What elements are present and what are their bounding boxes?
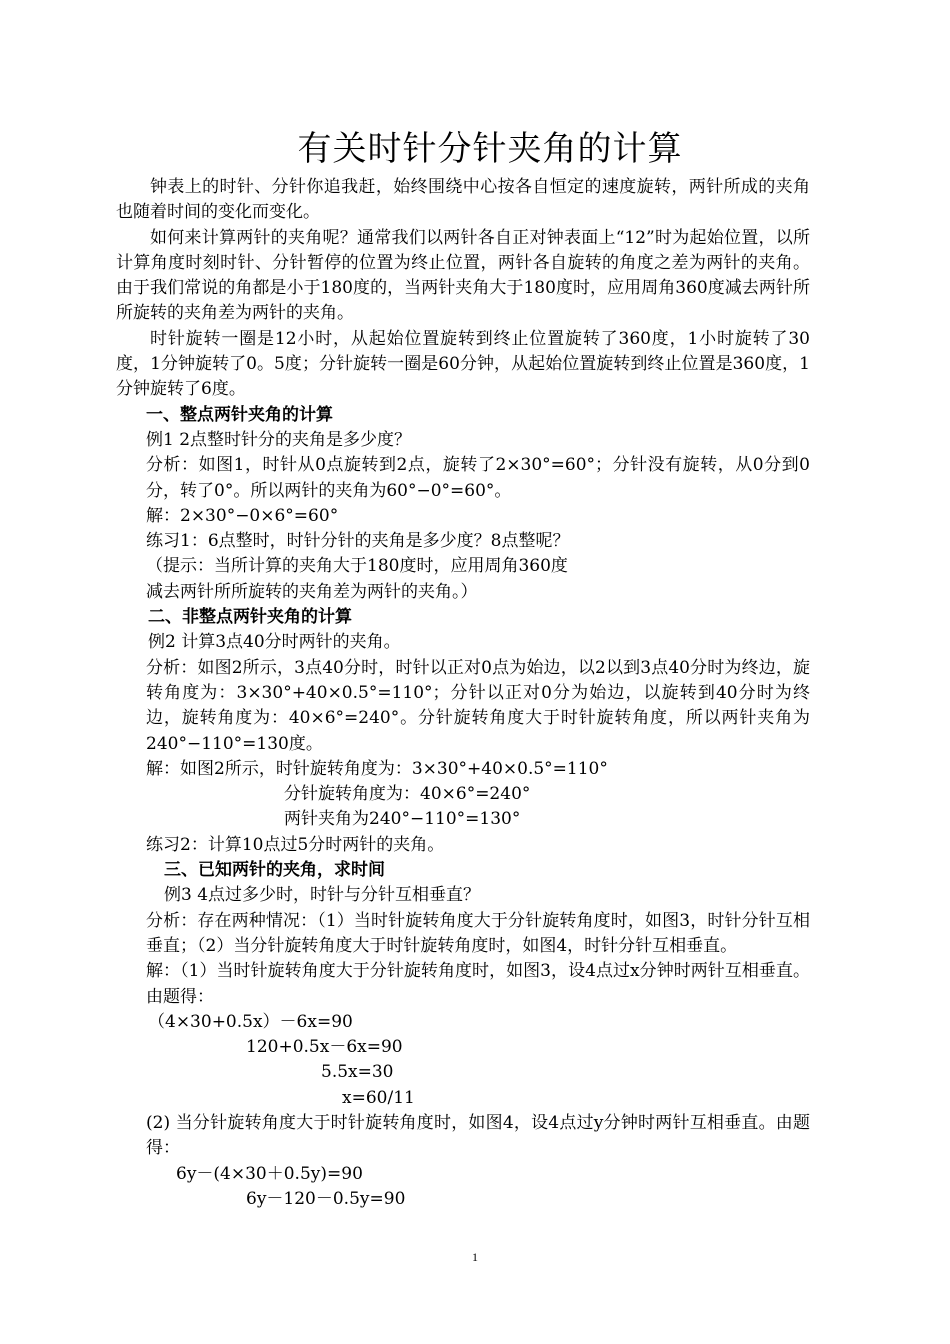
exercise-2: 练习2：计算10点过5分时两针的夹角。 xyxy=(146,834,445,855)
section-heading-2: 二、非整点两针夹角的计算 xyxy=(148,607,352,628)
section-heading-1: 一、整点两针夹角的计算 xyxy=(146,404,333,425)
example-3: 例3 4点过多少时，时针与分针互相垂直？ xyxy=(164,885,481,906)
example-1: 例1 2点整时针分的夹角是多少度？ xyxy=(146,429,412,450)
example-1-solution: 解：2×30°−0×6°=60° xyxy=(146,505,339,526)
example-2-solution-line-2: 分针旋转角度为：40×6°=240° xyxy=(284,784,531,805)
document-body xyxy=(116,175,810,1212)
example-3-solution-2: (2) 当分针旋转角度大于时针旋转角度时，如图4，设4点过y分钟时两针互相垂直。由题得： xyxy=(146,1112,810,1159)
paragraph-rotation-rates: 时针旋转一圈是12小时，从起始位置旋转到终止位置旋转了360度，1小时旋转了30度，1分钟旋转了0。5度；分针旋转一圈是60分钟，从起始位置旋转到终止位置是360度，1分钟旋转了6度。 xyxy=(116,328,810,400)
section-heading-3: 三、已知两针的夹角，求时间 xyxy=(164,860,385,881)
exercise-1: 练习1：6点整时，时针分针的夹角是多少度？8点整呢？ xyxy=(146,531,570,552)
example-1-analysis xyxy=(116,453,810,504)
equation-line-6: 6y－120－0.5y=90 xyxy=(246,1188,406,1209)
page-number: 1 xyxy=(472,1250,478,1264)
equation-line-3: 5.5x=30 xyxy=(321,1062,394,1083)
example-3-solution-1: 解：（1）当时针旋转角度大于分针旋转角度时，如图3，设4点过x分钟时两针互相垂直。由题得： xyxy=(146,961,810,1007)
equation-line-2: 120+0.5x－6x=90 xyxy=(246,1037,403,1058)
paragraph-method: 如何来计算两针的夹角呢？通常我们以两针各自正对钟表面上“12”时为起始位置，以所计算角度时刻时针、分针暂停的位置为终止位置，两针各自旋转的角度之差为两针的夹角。由于我们常说的角都是小于180度的，当两针夹角大于180度时，应用周角360度减去两针所所旋转的夹角差为两针的夹角。 xyxy=(116,227,810,324)
example-2-analysis: 分析：如图2所示，3点40分时，时针以正对0点为始边，以2以到3点40分时为终边，旋转角度为：3×30°+40×0.5°=110°；分针以正对0分为始边，以旋转到40分时为终边，旋转角度为：40×6°=240°。分针旋转角度大于时针旋转角度，所以两针夹角为240°−110°=130度。 xyxy=(146,657,810,754)
example-2-solution-line-3: 两针夹角为240°−110°=130° xyxy=(284,809,521,830)
paragraph-intro: 钟表上的时针、分针你追我赶，始终围绕中心按各自恒定的速度旋转，两针所成的夹角也随着时间的变化而变化。 xyxy=(116,177,810,223)
exercise-1-hint-line-1: （提示：当所计算的夹角大于180度时，应用周角360度 xyxy=(146,556,568,577)
equation-line-5: 6y－(4×30＋0.5y)=90 xyxy=(176,1163,363,1184)
document-title: 有关时针分针夹角的计算 xyxy=(297,129,683,169)
example-1-analysis-text: 分析：如图1，时针从0点旋转到2点，旋转了2×30°=60°；分针没有旋转，从0分到0分，转了0°。所以两针的夹角为60°−0°=60°。 xyxy=(146,455,810,501)
example-3-analysis: 分析：存在两种情况：（1）当时针旋转角度大于分针旋转角度时，如图3，时针分针互相垂直；（2）当分针旋转角度大于时针旋转角度时，如图4，时针分针互相垂直。 xyxy=(146,910,810,956)
equation-line-4: x=60/11 xyxy=(342,1087,415,1108)
exercise-1-hint-line-2: 减去两针所所旋转的夹角差为两针的夹角。） xyxy=(146,581,478,602)
example-2: 例2 计算3点40分时两针的夹角。 xyxy=(148,632,401,653)
equation-line-1: （4×30+0.5x）－6x=90 xyxy=(148,1011,353,1032)
example-2-solution-line-1: 解：如图2所示，时针旋转角度为：3×30°+40×0.5°=110° xyxy=(146,758,608,779)
